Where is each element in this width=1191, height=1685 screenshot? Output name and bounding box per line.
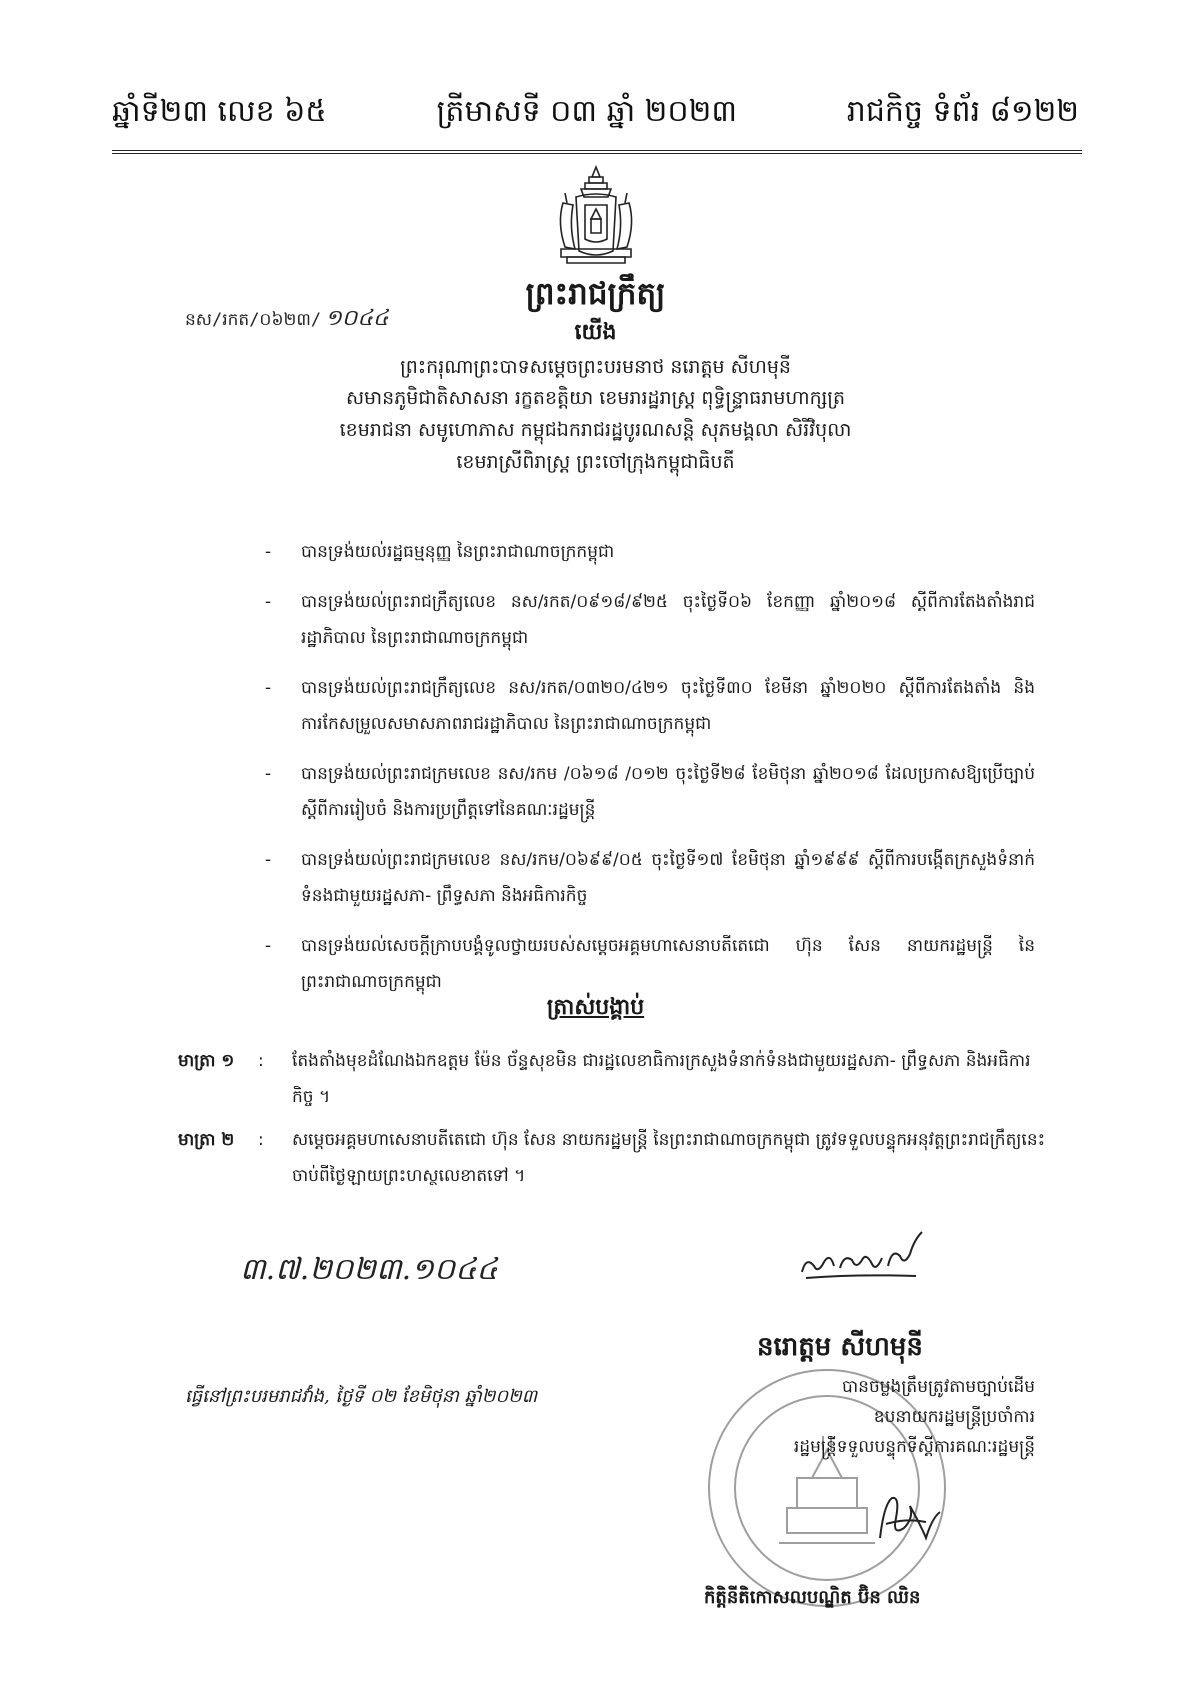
consideration-text: បានទ្រង់យល់ព្រះរាជក្រមលេខ នស/រកម/០៦៩៩/០៥ ចុះថ្ងៃទី១៧ ខែមិថុនា ឆ្នាំ១៩៩៩ ស្តីពីការបង្កើតក្រសួងទំនាក់ទំនងជាមួយរដ្ឋសភា- ព្រឹទ្ធសភា និងអធិការកិច្ច [301, 850, 1035, 906]
article-text: សម្តេចអគ្គមហាសេនាបតីតេជោ ហ៊ុន សែន នាយករដ្ឋមន្ត្រី នៃព្រះរាជាណាចក្រកម្ពុជា ត្រូវទទួលបន្ទុកអនុវត្តព្រះរាជក្រឹត្យនេះ ចាប់ពីថ្ងៃឡាយព្រះហស្ថលេខាតទៅ ។ [292, 1130, 1046, 1186]
handwritten-date: ៣.៧.២០២៣.១០៤៤ [240, 1252, 498, 1287]
certification-line: បានចម្លងត្រឹមត្រូវតាមច្បាប់ដើម [842, 1377, 1035, 1397]
countersignature-icon [866, 1488, 956, 1548]
king-title-line: ខេមរាស្រីពិរាស្ត្រ ព្រះចៅក្រុងកម្ពុជាធិបតី [456, 451, 735, 473]
certification-line: ឧបនាយករដ្ឋមន្ត្រីប្រចាំការ [873, 1407, 1035, 1427]
considerations-list [265, 534, 1035, 1014]
king-title-line: ព្រះករុណាព្រះបាទសម្តេចព្រះបរមនាថ នរោត្តម សីហមុនី [400, 356, 791, 378]
list-item: - បានទ្រង់យល់ព្រះរាជក្រឹត្យលេខ នស/រកត/០៣២០/៤២១ ចុះថ្ងៃទី៣០ ខែមីនា ឆ្នាំ២០២០ ស្តីពីការតែងតាំង និងការកែសម្រួលសមាសភាពរាជរដ្ឋាភិបាល នៃព្រះរាជាណាចក្រកម្ពុជា [265, 670, 1035, 742]
article-1: មាត្រា ១ : តែងតាំងមុខដំណែងឯកឧត្តម ម៉ែន ច័ន្ទសុខមិន ជារដ្ឋលេខាធិការក្រសួងទំនាក់ទំនងជាមួយរដ្ឋសភា- ព្រឹទ្ធសភា និងអធិការកិច្ច ។ [178, 1043, 1048, 1115]
consideration-text: បានទ្រង់យល់រដ្ឋធម្មនុញ្ញ នៃព្រះរាជាណាចក្រកម្ពុជា [301, 542, 615, 562]
decree-number-printed: នស/រកត/០៦២៣/ [185, 310, 322, 330]
consideration-text: បានទ្រង់យល់ព្រះរាជក្រឹត្យលេខ នស/រកត/០៣២០/៤២១ ចុះថ្ងៃទី៣០ ខែមីនា ឆ្នាំ២០២០ ស្តីពីការតែងតាំង និងការកែសម្រួលសមាសភាពរាជរដ្ឋាភិបាល នៃព្រះរាជាណាចក្រកម្ពុជា [301, 678, 1035, 734]
order-heading: ត្រាស់បង្គាប់ [546, 994, 645, 1020]
certification-line: រដ្ឋមន្ត្រីទទួលបន្ទុកទីស្តីការគណៈរដ្ឋមន្ត្រី [793, 1437, 1035, 1457]
king-title-line: សមានភូមិជាតិសាសនា រក្ខតខត្តិយា ខេមរារដ្ឋរាស្ត្រ ពុទ្ធិន្ទ្រាធរាមហាក្សត្រ [345, 387, 846, 409]
article-text: តែងតាំងមុខដំណែងឯកឧត្តម ម៉ែន ច័ន្ទសុខមិន ជារដ្ឋលេខាធិការក្រសួងទំនាក់ទំនងជាមួយរដ្ឋសភា- ព្រឹទ្ធសភា និងអធិការកិច្ច ។ [292, 1051, 1031, 1107]
gazette-header [112, 92, 1079, 136]
list-item: - បានទ្រង់យល់ព្រះរាជក្រមលេខ នស/រកម/០៦៩៩/០៥ ចុះថ្ងៃទី១៧ ខែមិថុនា ឆ្នាំ១៩៩៩ ស្តីពីការបង្កើតក្រសួងទំនាក់ទំនងជាមួយរដ្ឋសភា- ព្រឹទ្ធសភា និងអធិការកិច្ច [265, 842, 1035, 914]
decree-number-handwritten: ១០៤៤ [325, 306, 389, 331]
list-item: - បានទ្រង់យល់រដ្ឋធម្មនុញ្ញ នៃព្រះរាជាណាចក្រកម្ពុជា [265, 534, 1035, 570]
list-item: - បានទ្រង់យល់សេចក្តីក្រាបបង្គំទូលថ្វាយរបស់សម្តេចអគ្គមហាសេនាបតីតេជោ ហ៊ុន សែន នាយករដ្ឋមន្ត្រី នៃព្រះរាជាណាចក្រកម្ពុជា [265, 928, 1035, 1000]
header-date: ត្រីមាសទី ០៣ ឆ្នាំ ២០២៣ [436, 94, 737, 129]
place-and-date: ធ្វើនៅព្រះបរមរាជវាំង, ថ្ងៃទី ០២ ខែមិថុនា ឆ្នាំ២០២៣ [185, 1386, 538, 1407]
header-page-number: រាជកិច្ច ទំព័រ ៨១២២ [846, 94, 1079, 129]
king-signature-icon [796, 1226, 928, 1282]
king-title-line: ខេមរាជនា សមូហោភាស កម្ពុជឯករាជរដ្ឋបូរណសន្តិ សុភមង្គលា សិរីវិបុលា [339, 419, 852, 441]
consideration-text: បានទ្រង់យល់ព្រះរាជក្រឹត្យលេខ នស/រកត/០៩១៨/៩២៥ ចុះថ្ងៃទី០៦ ខែកញ្ញា ឆ្នាំ២០១៨ ស្តីពីការតែងតាំងរាជរដ្ឋាភិបាល នៃព្រះរាជាណាចក្រកម្ពុជា [301, 592, 1035, 648]
decree-title: ព្រះរាជក្រឹត្យ [525, 276, 666, 312]
royal-emblem-icon [551, 163, 641, 268]
list-item: - បានទ្រង់យល់ព្រះរាជក្រឹត្យលេខ នស/រកត/០៩១៨/៩២៥ ចុះថ្ងៃទី០៦ ខែកញ្ញា ឆ្នាំ២០១៨ ស្តីពីការតែងតាំងរាជរដ្ឋាភិបាល នៃព្រះរាជាណាចក្រកម្ពុជា [265, 584, 1035, 656]
article-label: មាត្រា ១ [178, 1051, 235, 1071]
header-rule [112, 150, 1082, 154]
article-label: មាត្រា ២ [178, 1130, 235, 1150]
consideration-text: បានទ្រង់យល់ព្រះរាជក្រមលេខ នស/រកម /០៦១៨ /០១២ ចុះថ្ងៃទី២៨ ខែមិថុនា ឆ្នាំ២០១៨ ដែលប្រកាសឱ្យប្រើច្បាប់ស្តីពីការរៀបចំ និងការប្រព្រឹត្តទៅនៃគណៈរដ្ឋមន្ត្រី [301, 764, 1035, 820]
signatory-name: នរោត្តម សីហមុនី [757, 1332, 923, 1362]
consideration-text: បានទ្រង់យល់សេចក្តីក្រាបបង្គំទូលថ្វាយរបស់សម្តេចអគ្គមហាសេនាបតីតេជោ ហ៊ុន សែន នាយករដ្ឋមន្ត្រី នៃព្រះរាជាណាចក្រកម្ពុជា [301, 936, 1035, 992]
countersigner-name: កិត្តិនីតិកោសលបណ្ឌិត ប៊ិន ឈិន [704, 1587, 921, 1608]
article-2: មាត្រា ២ : សម្តេចអគ្គមហាសេនាបតីតេជោ ហ៊ុន សែន នាយករដ្ឋមន្ត្រី នៃព្រះរាជាណាចក្រកម្ពុជា ត្រូវទទួលបន្ទុកអនុវត្តព្រះរាជក្រឹត្យនេះ ចាប់ពីថ្ងៃឡាយព្រះហស្ថលេខាតទៅ ។ [178, 1122, 1048, 1194]
list-item: - បានទ្រង់យល់ព្រះរាជក្រមលេខ នស/រកម /០៦១៨ /០១២ ចុះថ្ងៃទី២៨ ខែមិថុនា ឆ្នាំ២០១៨ ដែលប្រកាសឱ្យប្រើច្បាប់ស្តីពីការរៀបចំ និងការប្រព្រឹត្តទៅនៃគណៈរដ្ឋមន្ត្រី [265, 756, 1035, 828]
decree-we: យើង [574, 319, 617, 345]
header-year-issue: ឆ្នាំទី២៣ លេខ ៦៥ [112, 94, 327, 129]
certification-lines [690, 1372, 1035, 1462]
